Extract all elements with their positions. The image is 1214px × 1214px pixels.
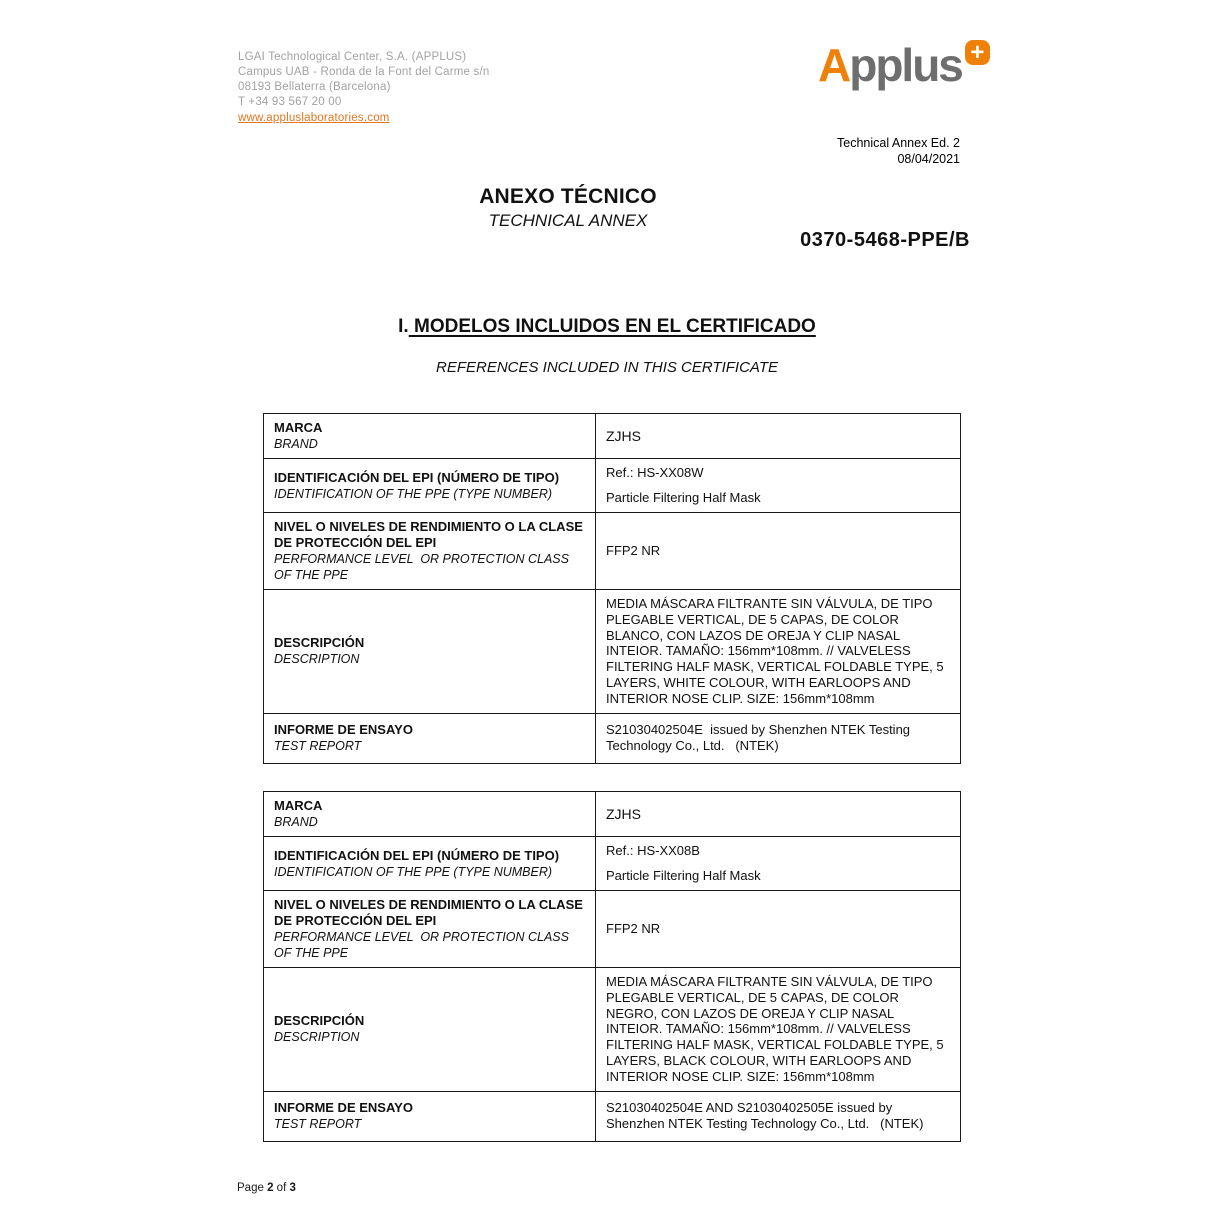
row-label-es: NIVEL O NIVELES DE RENDIMIENTO O LA CLASE DE PROTECCIÓN DEL EPI: [274, 519, 587, 550]
section-heading: [0, 316, 1214, 338]
row-label-en: IDENTIFICATION OF THE PPE (TYPE NUMBER): [274, 864, 553, 879]
logo-text: [818, 39, 962, 91]
row-value-cell: [596, 590, 960, 713]
table-row-description: [264, 590, 960, 714]
edition-line: Technical Annex Ed. 2: [837, 136, 960, 150]
table-row-test-report: [264, 714, 960, 763]
row-label-en: TEST REPORT: [274, 739, 362, 754]
row-label-en: IDENTIFICATION OF THE PPE (TYPE NUMBER): [274, 486, 553, 501]
row-label-en: BRAND: [274, 815, 318, 829]
doc-title: ANEXO TÉCNICO: [479, 185, 657, 208]
footer-page-label: Page: [237, 1182, 264, 1194]
footer-total-pages: 3: [289, 1182, 296, 1194]
row-value-line: MEDIA MÁSCARA FILTRANTE SIN VÁLVULA, DE TIPO PLEGABLE VERTICAL, DE 5 CAPAS, DE COLOR NEGRO, CON LAZOS DE OREJA Y CLIP NASAL INTEIOR. TAMAÑO: 156mm*108mm. // VALVELESS FILTERING HALF MASK, VERTICAL FOLDABLE TYPE, 5 LAYERS, BLACK COLOUR, WITH EARLOOPS AND INTERIOR NOSE CLIP. SIZE: 156mm*108mm: [606, 974, 948, 1084]
row-value-line: Particle Filtering Half Mask: [606, 489, 761, 505]
row-label-es: MARCA: [274, 798, 323, 813]
edition-block: [837, 136, 960, 167]
row-value-line: Ref.: HS-XX08B: [606, 843, 700, 858]
row-value-line: S21030402504E issued by Shenzhen NTEK Testing Technology Co., Ltd. (NTEK): [606, 721, 914, 754]
row-value-line: FFP2 NR: [606, 542, 661, 558]
row-value-line: S21030402504E AND S21030402505E issued by Shenzhen NTEK Testing Technology Co., Ltd. (NTEK): [606, 1099, 924, 1132]
row-label-es: DESCRIPCIÓN: [274, 1013, 365, 1029]
table-row-brand: [264, 792, 960, 837]
models-table-1: [263, 413, 961, 764]
models-table-2: [263, 791, 961, 1142]
title-block: [0, 185, 1136, 231]
row-label-es: DESCRIPCIÓN: [274, 635, 365, 651]
row-label-cell: [264, 792, 596, 836]
page-footer: [237, 1182, 296, 1194]
table-row-performance-level: [264, 891, 960, 968]
address-line: T +34 93 567 20 00: [238, 96, 342, 108]
table-row-brand: [264, 414, 960, 459]
row-label-en: TEST REPORT: [274, 1117, 362, 1132]
address-line: LGAI Technological Center, S.A. (APPLUS): [238, 51, 467, 63]
row-value-line: MEDIA MÁSCARA FILTRANTE SIN VÁLVULA, DE TIPO PLEGABLE VERTICAL, DE 5 CAPAS, DE COLOR BLANCO, CON LAZOS DE OREJA Y CLIP NASAL INTEIOR. TAMAÑO: 156mm*108mm. // VALVELESS FILTERING HALF MASK, VERTICAL FOLDABLE TYPE, 5 LAYERS, WHITE COLOUR, WITH EARLOOPS AND INTERIOR NOSE CLIP. SIZE: 156mm*108mm: [606, 596, 948, 706]
doc-subtitle: TECHNICAL ANNEX: [488, 211, 648, 230]
row-label-cell: [264, 891, 596, 967]
row-label-cell: [264, 968, 596, 1091]
row-label-es: NIVEL O NIVELES DE RENDIMIENTO O LA CLASE DE PROTECCIÓN DEL EPI: [274, 897, 587, 928]
address-line: 08193 Bellaterra (Barcelona): [238, 81, 391, 93]
footer-page-number: 2: [267, 1182, 274, 1194]
row-value-cell: [596, 414, 960, 458]
table-row-identification: [264, 837, 960, 891]
row-label-en: PERFORMANCE LEVEL OR PROTECTION CLASS OF THE PPE: [274, 930, 573, 960]
table-row-identification: [264, 459, 960, 513]
logo-text-rest: pplus: [849, 39, 962, 91]
website-link[interactable]: www.appluslaboratories.com: [238, 112, 390, 124]
row-value-line: Particle Filtering Half Mask: [606, 867, 761, 883]
row-value-cell: [596, 513, 960, 589]
row-label-en: BRAND: [274, 437, 318, 451]
certificate-number: 0370-5468-PPE/B: [800, 229, 970, 251]
plus-icon: +: [965, 40, 990, 65]
applus-logo: [818, 38, 990, 91]
row-label-es: MARCA: [274, 420, 323, 435]
table-row-test-report: [264, 1092, 960, 1141]
footer-of-label: of: [276, 1182, 287, 1194]
row-label-es: INFORME DE ENSAYO: [274, 722, 413, 738]
row-label-cell: [264, 513, 596, 589]
row-value-line: ZJHS: [606, 805, 641, 822]
row-label-cell: [264, 590, 596, 713]
header-address: [238, 50, 490, 126]
row-value-cell: [596, 837, 960, 890]
row-label-es: IDENTIFICACIÓN DEL EPI (NÚMERO DE TIPO): [274, 847, 560, 863]
table-row-description: [264, 968, 960, 1092]
row-value-cell: [596, 792, 960, 836]
row-value-cell: [596, 968, 960, 1091]
row-label-es: INFORME DE ENSAYO: [274, 1100, 413, 1116]
row-value-cell: [596, 714, 960, 763]
address-line: Campus UAB - Ronda de la Font del Carme s/n: [238, 66, 490, 78]
table-row-performance-level: [264, 513, 960, 590]
row-label-en: DESCRIPTION: [274, 1030, 360, 1045]
row-label-cell: [264, 837, 596, 890]
logo-letter-a: A: [818, 39, 850, 91]
row-value-cell: [596, 891, 960, 967]
row-label-en: PERFORMANCE LEVEL OR PROTECTION CLASS OF THE PPE: [274, 552, 573, 582]
row-value-cell: [596, 1092, 960, 1141]
section-subheading: REFERENCES INCLUDED IN THIS CERTIFICATE: [436, 359, 778, 376]
row-value-line: ZJHS: [606, 427, 641, 444]
section-heading-prefix: I.: [398, 316, 409, 337]
row-value-line: FFP2 NR: [606, 920, 661, 936]
row-label-en: DESCRIPTION: [274, 652, 360, 667]
date-line: 08/04/2021: [897, 151, 960, 166]
row-label-cell: [264, 714, 596, 763]
row-label-cell: [264, 459, 596, 512]
row-label-cell: [264, 1092, 596, 1141]
row-value-cell: [596, 459, 960, 512]
row-label-es: IDENTIFICACIÓN DEL EPI (NÚMERO DE TIPO): [274, 469, 560, 485]
row-value-line: Ref.: HS-XX08W: [606, 465, 704, 480]
row-label-cell: [264, 414, 596, 458]
section-heading-text: MODELOS INCLUIDOS EN EL CERTIFICADO: [408, 316, 816, 337]
